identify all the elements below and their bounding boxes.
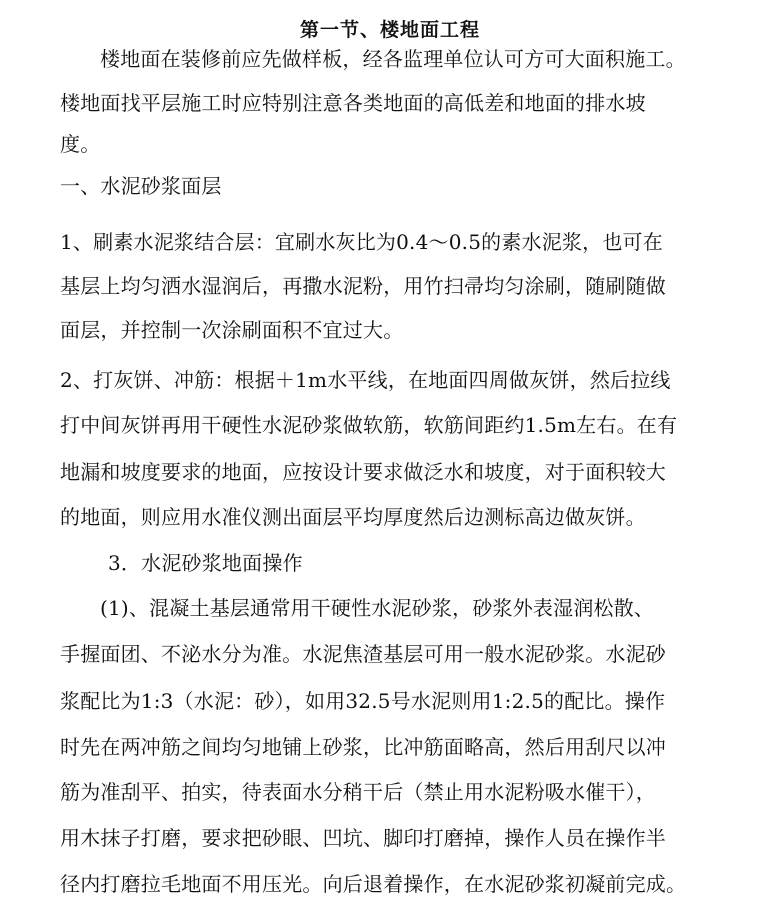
- paragraph-line: 打中间灰饼再用干硬性水泥砂浆做软筋，软筋间距约1.5m左右。在有: [60, 413, 678, 437]
- paragraph-line: 的地面，则应用水准仪测出面层平均厚度然后边测标高边做灰饼。: [60, 505, 646, 529]
- paragraph-line: 地漏和坡度要求的地面，应按设计要求做泛水和坡度，对于面积较大: [60, 460, 666, 484]
- paragraph-line: 径内打磨拉毛地面不用压光。向后退着操作，在水泥砂浆初凝前完成。: [60, 872, 687, 896]
- subsection-heading: 3．水泥砂浆地面操作: [108, 551, 303, 575]
- paragraph-line: 1、刷素水泥浆结合层：宜刷水灰比为0.4〜0.5的素水泥浆，也可在: [60, 230, 663, 254]
- paragraph-line: 楼地面在装修前应先做样板，经各监理单位认可方可大面积施工。: [100, 47, 686, 71]
- section-title: 第一节、楼地面工程: [299, 19, 480, 41]
- paragraph-line: 手握面团、不泌水分为准。水泥焦渣基层可用一般水泥砂浆。水泥砂: [60, 642, 666, 666]
- paragraph-line: 用木抹子打磨，要求把砂眼、凹坑、脚印打磨掉，操作人员在操作半: [60, 826, 666, 850]
- paragraph-line: 2、打灰饼、冲筋：根据＋1m水平线，在地面四周做灰饼，然后拉线: [60, 368, 671, 392]
- paragraph-line: (1)、混凝土基层通常用干硬性水泥砂浆，砂浆外表湿润松散、: [100, 596, 655, 620]
- paragraph-line: 时先在两冲筋之间均匀地铺上砂浆，比冲筋面略高，然后用刮尺以冲: [60, 735, 666, 759]
- paragraph-line: 楼地面找平层施工时应特别注意各类地面的高低差和地面的排水坡: [60, 91, 646, 115]
- paragraph-line: 筋为准刮平、拍实，待表面水分稍干后（禁止用水泥粉吸水催干），: [60, 780, 656, 804]
- paragraph-line: 面层，并控制一次涂刷面积不宜过大。: [60, 318, 404, 342]
- paragraph-line: 浆配比为1:3（水泥：砂），如用32.5号水泥则用1:2.5的配比。操作: [60, 689, 666, 713]
- paragraph-line: 度。: [60, 132, 101, 156]
- paragraph-line: 基层上均匀洒水湿润后，再撒水泥粉，用竹扫帚均匀涂刷，随刷随做: [60, 274, 666, 298]
- section-heading: 一、水泥砂浆面层: [60, 174, 222, 198]
